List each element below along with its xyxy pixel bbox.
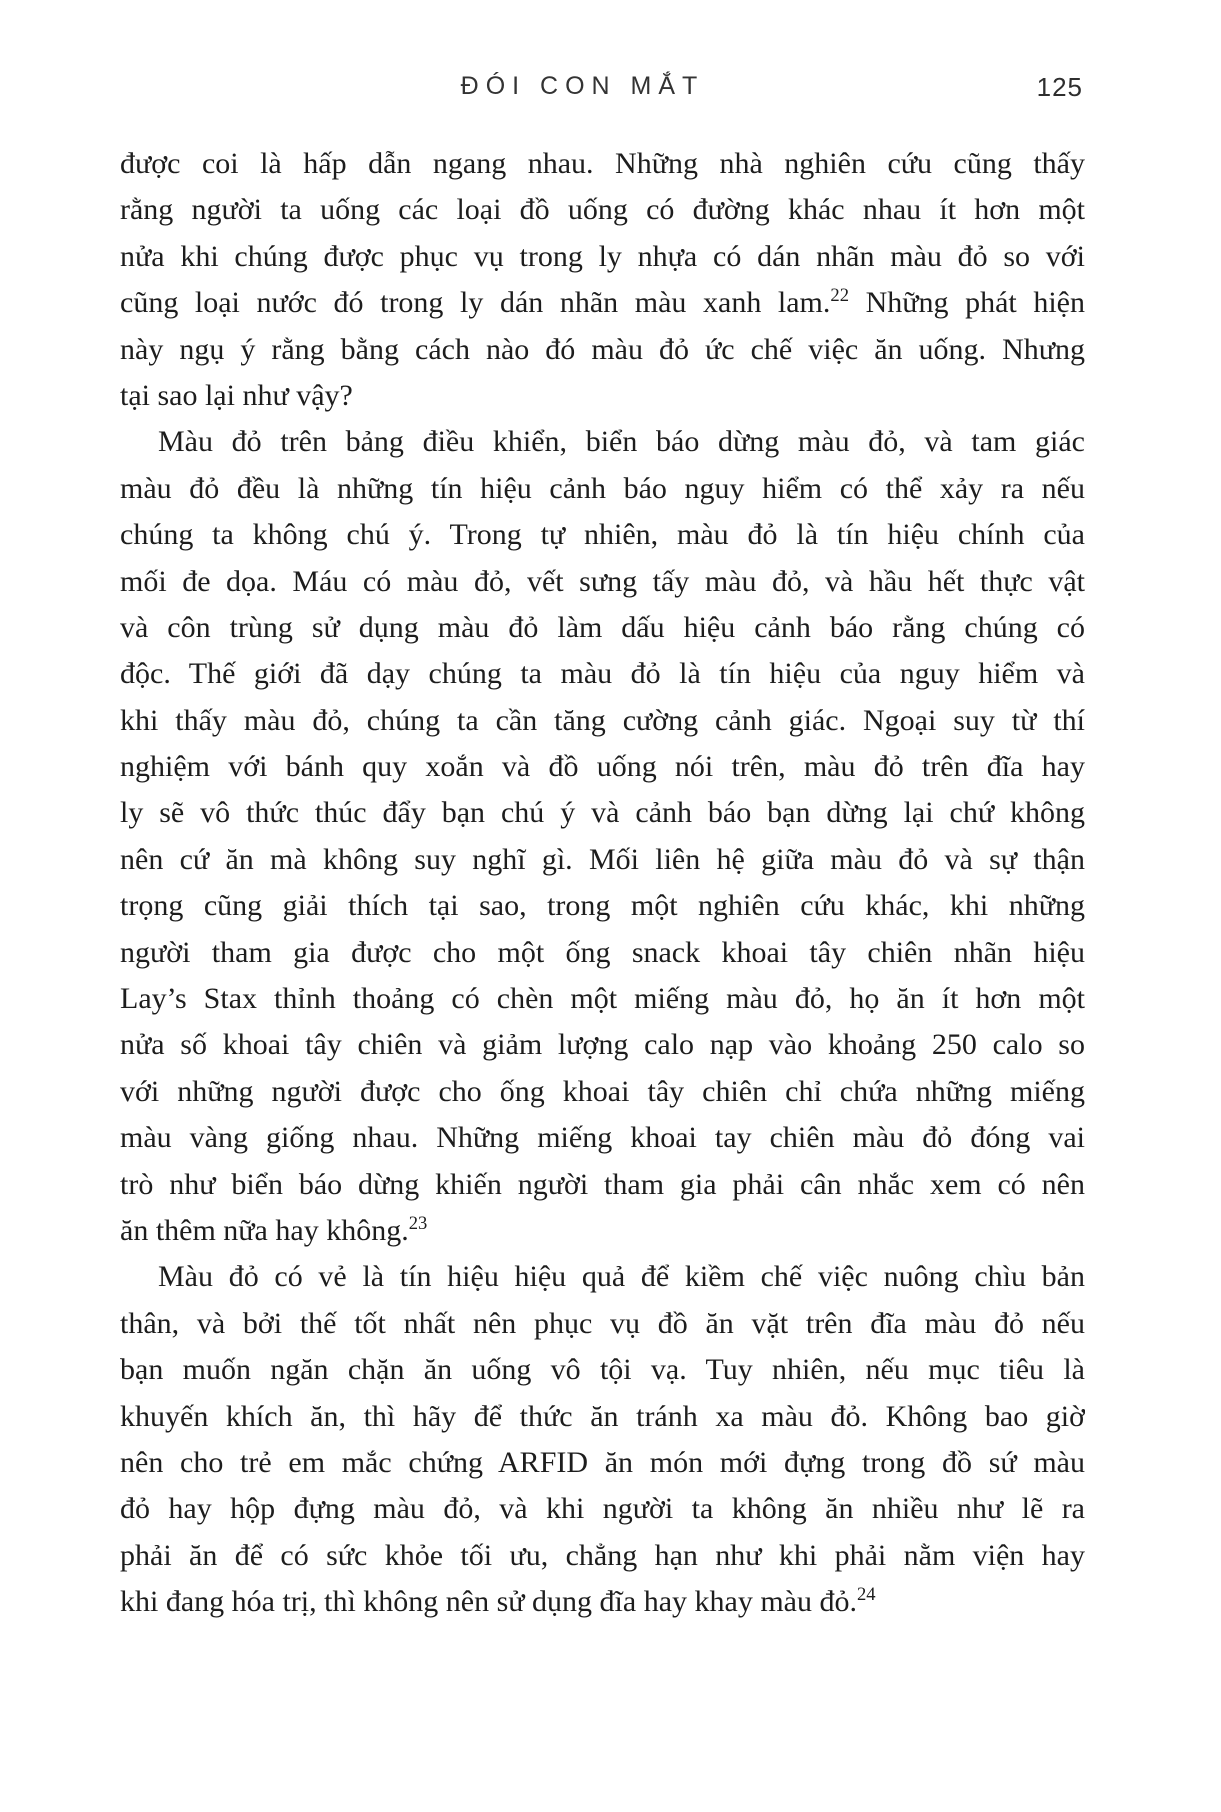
body-line: bạn muốn ngăn chặn ăn uống vô tội vạ. Tuy nhiên, nếu mục tiêu là [120, 1353, 1085, 1387]
footnote-ref: 24 [856, 1584, 876, 1606]
body-line: Màu đỏ trên bảng điều khiển, biển báo dừng màu đỏ, và tam giác [158, 425, 1085, 459]
body-line: màu đỏ đều là những tín hiệu cảnh báo nguy hiểm có thể xảy ra nếu [120, 471, 1085, 505]
body-line: Lay’s Stax thỉnh thoảng có chèn một miếng màu đỏ, họ ăn ít hơn một [120, 982, 1085, 1016]
body-line: này ngụ ý rằng bằng cách nào đó màu đỏ ức chế việc ăn uống. Nhưng [120, 332, 1085, 366]
body-line: trò như biển báo dừng khiến người tham gia phải cân nhắc xem có nên [120, 1167, 1085, 1201]
body-line: nghiệm với bánh quy xoắn và đồ uống nói trên, màu đỏ trên đĩa hay [120, 750, 1085, 784]
running-head-title: ĐÓI CON MẮT [460, 72, 705, 100]
body-line: cũng loại nước đó trong ly dán nhãn màu xanh lam.$^{22}$ Những phát hiện [120, 285, 1085, 320]
footnote-ref: 23 [408, 1212, 428, 1234]
body-line: người tham gia được cho một ống snack khoai tây chiên nhãn hiệu [120, 935, 1085, 969]
page-number: 125 [1036, 72, 1083, 102]
footnote-ref: 22 [830, 285, 849, 307]
body-line: màu vàng giống nhau. Những miếng khoai tay chiên màu đỏ đóng vai [120, 1121, 1085, 1155]
body-line: Màu đỏ có vẻ là tín hiệu hiệu quả để kiềm chế việc nuông chìu bản [158, 1260, 1085, 1294]
body-line: khi đang hóa trị, thì không nên sử dụng đĩa hay khay màu đỏ.$^{24}$ [120, 1584, 876, 1619]
body-line: rằng người ta uống các loại đồ uống có đường khác nhau ít hơn một [120, 193, 1085, 227]
body-line: với những người được cho ống khoai tây chiên chỉ chứa những miếng [120, 1074, 1085, 1108]
body-line: được coi là hấp dẫn ngang nhau. Những nhà nghiên cứu cũng thấy [120, 147, 1085, 180]
body-line: khi thấy màu đỏ, chúng ta cần tăng cường cảnh giác. Ngoại suy từ thí [120, 703, 1085, 737]
body-line: ly sẽ vô thức thúc đẩy bạn chú ý và cảnh báo bạn dừng lại chứ không [120, 796, 1085, 830]
body-line: mối đe dọa. Máu có màu đỏ, vết sưng tấy màu đỏ, và hầu hết thực vật [120, 564, 1085, 598]
body-line: tại sao lại như vậy? [120, 378, 353, 412]
body-line: trọng cũng giải thích tại sao, trong một nghiên cứu khác, khi những [120, 889, 1085, 923]
body-line: đỏ hay hộp đựng màu đỏ, và khi người ta không ăn nhiều như lẽ ra [120, 1492, 1085, 1526]
body-line: ăn thêm nữa hay không.$^{23}$ [120, 1212, 428, 1247]
body-line: phải ăn để có sức khỏe tối ưu, chẳng hạn như khi phải nằm viện hay [120, 1538, 1085, 1572]
body-line: thân, và bởi thế tốt nhất nên phục vụ đồ ăn vặt trên đĩa màu đỏ nếu [120, 1306, 1085, 1340]
body-line: độc. Thế giới đã dạy chúng ta màu đỏ là tín hiệu của nguy hiểm và [120, 657, 1085, 691]
body-line: nửa khi chúng được phục vụ trong ly nhựa có dán nhãn màu đỏ so với [120, 239, 1085, 273]
body-line: chúng ta không chú ý. Trong tự nhiên, màu đỏ là tín hiệu chính của [120, 518, 1085, 552]
body-line: và côn trùng sử dụng màu đỏ làm dấu hiệu cảnh báo rằng chúng có [120, 610, 1085, 644]
body-text [120, 141, 1085, 1626]
body-line: khuyến khích ăn, thì hãy để thức ăn tránh xa màu đỏ. Không bao giờ [120, 1399, 1085, 1433]
body-line: nên cứ ăn mà không suy nghĩ gì. Mối liên hệ giữa màu đỏ và sự thận [120, 842, 1085, 876]
body-line: nên cho trẻ em mắc chứng ARFID ăn món mới đựng trong đồ sứ màu [120, 1445, 1085, 1479]
body-line: nửa số khoai tây chiên và giảm lượng calo nạp vào khoảng 250 calo so [120, 1028, 1085, 1062]
